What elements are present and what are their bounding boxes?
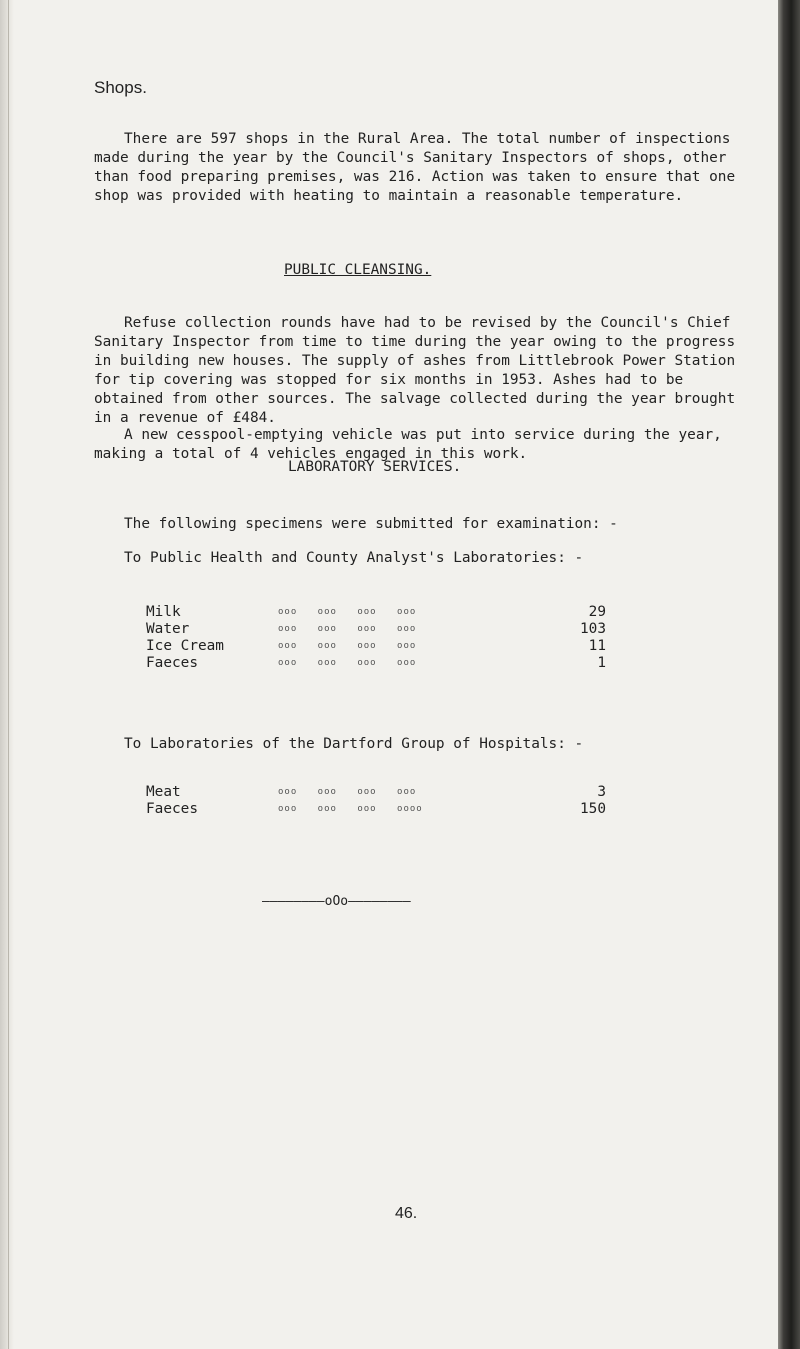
specimen-count: 3 (597, 784, 606, 800)
public-cleansing-title: PUBLIC CLEANSING. (284, 262, 432, 278)
public-cleansing-paragraph-2: A new cesspool-emptying vehicle was put into service during the year, making a total of 4 vehicles engaged in this work. (94, 427, 722, 462)
leader-dots: ooo ooo ooo ooo (278, 641, 417, 651)
specimen-count: 150 (580, 801, 606, 817)
table-row (146, 801, 606, 818)
page-number: 46. (395, 1205, 418, 1222)
public-cleansing-paragraph-1: Refuse collection rounds have had to be revised by the Council's Chief Sanitary Inspector from time to time during the year owing to the progress in building new houses. The supply of ashes from Littlebrook Power Station for tip covering was stopped for six months in 1953. Ashes had to be obtained from other sources. The salvage collected during the year brought in a revenue of £484. (94, 315, 736, 426)
county-laboratories-heading: To Public Health and County Analyst's Laboratories: - (124, 550, 584, 566)
specimen-label: Ice Cream (146, 638, 224, 654)
leader-dots: ooo ooo ooo ooo (278, 787, 417, 797)
section-divider: ————————oOo———————— (262, 894, 411, 909)
leader-dots: ooo ooo ooo ooo (278, 607, 417, 617)
table-row (146, 655, 606, 672)
specimen-count: 11 (588, 638, 606, 654)
specimen-count: 1 (597, 655, 606, 671)
table-row (146, 621, 606, 638)
dartford-laboratories-heading: To Laboratories of the Dartford Group of Hospitals: - (124, 736, 584, 752)
table-row (146, 784, 606, 801)
specimen-label: Faeces (146, 801, 198, 817)
specimen-count: 29 (588, 604, 606, 620)
shops-heading: Shops. (94, 78, 147, 97)
leader-dots: ooo ooo ooo ooo (278, 658, 417, 668)
leader-dots: ooo ooo ooo oooo (278, 804, 423, 814)
specimen-label: Meat (146, 784, 181, 800)
laboratory-intro: The following specimens were submitted for examination: - (124, 516, 618, 532)
table-row (146, 604, 606, 621)
laboratory-services-title: LABORATORY SERVICES. (288, 459, 462, 475)
shops-paragraph: There are 597 shops in the Rural Area. The total number of inspections made during the year by the Council's Sanitary Inspectors of shops, other than food preparing premises, was 216. Action was taken to ensure that one shop was provided with heating to maintain a reasonable temperature. (94, 131, 736, 204)
specimen-label: Milk (146, 604, 181, 620)
specimen-label: Water (146, 621, 190, 637)
page-right-edge-shadow (778, 0, 800, 1349)
leader-dots: ooo ooo ooo ooo (278, 624, 417, 634)
specimen-label: Faeces (146, 655, 198, 671)
table-row (146, 638, 606, 655)
specimen-count: 103 (580, 621, 606, 637)
